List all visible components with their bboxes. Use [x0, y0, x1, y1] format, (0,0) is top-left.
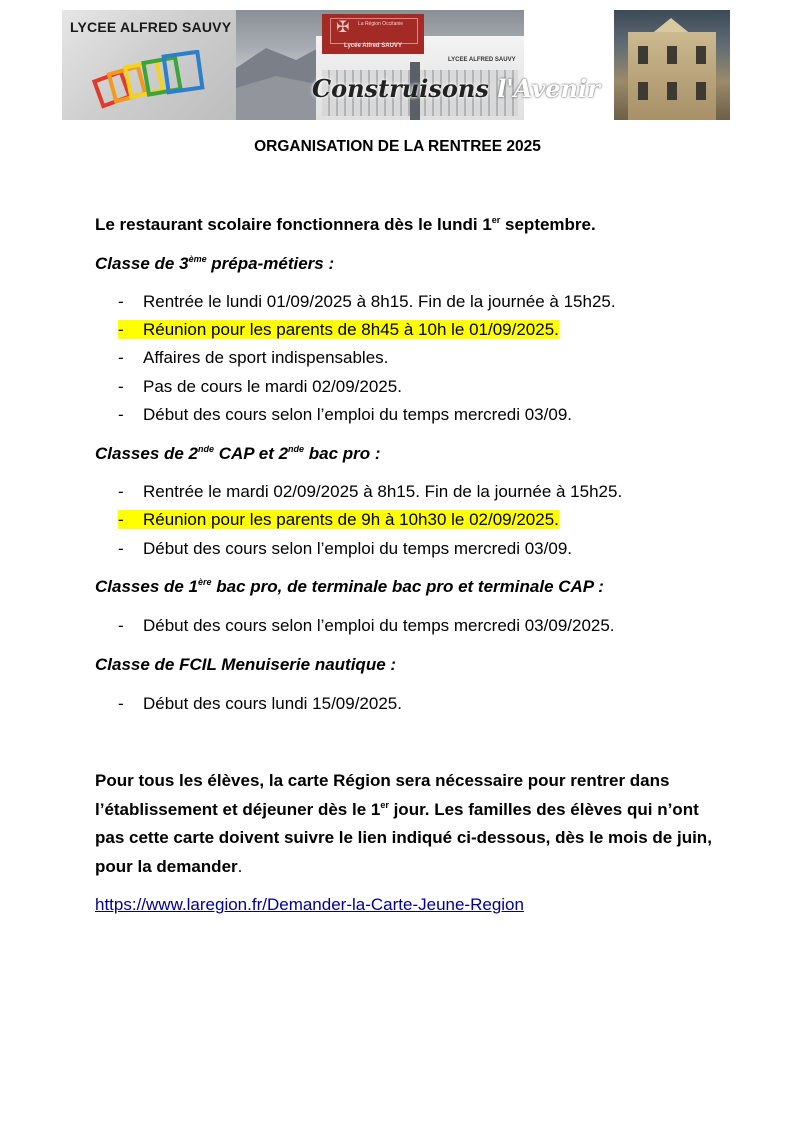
list-item — [118, 482, 622, 502]
restaurant-text-end: septembre. — [500, 215, 596, 234]
restaurant-text: Le restaurant scolaire fonctionnera dès le lundi 1 — [95, 215, 492, 234]
slogan — [312, 74, 600, 103]
section-heading-3eme — [95, 254, 334, 274]
window — [667, 82, 677, 100]
window — [696, 46, 706, 64]
bullet-dash: - — [118, 616, 124, 635]
superscript: er — [380, 799, 389, 810]
list-item — [118, 539, 572, 559]
occitanie-cross-icon: ✠ — [336, 19, 350, 36]
paragraph-period: . — [237, 856, 243, 876]
heading-text: Classes de 2 — [95, 444, 199, 463]
superscript: nde — [198, 444, 215, 454]
bullet-dash: - — [118, 482, 124, 501]
list-item — [118, 292, 616, 312]
slogan-part1: Construisons — [312, 74, 498, 103]
list-item-text: Pas de cours le mardi 02/09/2025. — [143, 377, 402, 396]
slogan-part2: l'Avenir — [497, 74, 600, 103]
bullet-dash: - — [118, 539, 124, 558]
heading-text-end: bac pro : — [304, 444, 381, 463]
list-item-text: Début des cours selon l’emploi du temps mercredi 03/09. — [143, 539, 572, 558]
bullet-dash: - — [118, 694, 124, 713]
superscript: er — [491, 215, 501, 225]
section-heading-2nde — [95, 444, 381, 464]
list-item-text: Début des cours lundi 15/09/2025. — [143, 694, 402, 713]
school-logo-icon — [90, 50, 210, 116]
section-heading-fcil: Classe de FCIL Menuiserie nautique : — [95, 655, 397, 674]
list-item-text: Réunion pour les parents de 9h à 10h30 le 02/09/2025. — [143, 510, 559, 529]
window — [638, 82, 648, 100]
heading-text-end: prépa-métiers : — [206, 254, 335, 273]
carte-jeune-region-link[interactable]: https://www.laregion.fr/Demander-la-Carte-Jeune-Region — [95, 895, 524, 914]
list-item-text: Début des cours selon l’emploi du temps mercredi 03/09/2025. — [143, 616, 615, 635]
list-item — [118, 405, 572, 425]
region-sign-caption: Lycée Alfred SAUVY — [344, 43, 402, 49]
region-sign — [322, 14, 424, 54]
section-heading-1ere — [95, 577, 604, 597]
window — [638, 46, 648, 64]
window — [696, 82, 706, 100]
list-item — [118, 348, 388, 368]
list-item-text: Début des cours selon l’emploi du temps mercredi 03/09. — [143, 405, 572, 424]
list-item-text: Réunion pour les parents de 8h45 à 10h le 01/09/2025. — [143, 320, 559, 339]
building-caption: LYCEE ALFRED SAUVY — [448, 57, 516, 63]
list-item-text: Rentrée le lundi 01/09/2025 à 8h15. Fin de la journée à 15h25. — [143, 292, 616, 311]
heading-text: Classe de 3 — [95, 254, 189, 273]
school-building-photo — [236, 10, 524, 120]
window — [667, 46, 677, 64]
header-banner — [62, 10, 730, 120]
paragraph-text: Pour tous les élèves, la carte Région sera nécessaire pour rentrer dans l’établissement et déjeuner dès le 1 — [95, 771, 670, 819]
list-item-text: Affaires de sport indispensables. — [143, 348, 389, 367]
bullet-dash: - — [118, 320, 124, 339]
superscript: nde — [288, 444, 305, 454]
bullet-dash: - — [118, 348, 124, 367]
list-item-highlighted — [118, 320, 559, 340]
restaurant-notice — [95, 215, 596, 235]
bullet-dash: - — [118, 405, 124, 424]
superscript: ère — [198, 577, 212, 587]
bullet-dash: - — [118, 510, 124, 529]
region-sign-text: La Région Occitanie — [358, 21, 404, 27]
paragraph-text-end: jour. Les familles des élèves qui n’ont pas cette carte doivent suivre le lien indiqué ci-dessous, dès le mois de juin, pour la demander — [95, 799, 712, 876]
school-logo-panel — [62, 10, 236, 120]
historic-facade — [628, 32, 716, 120]
list-item-text: Rentrée le mardi 02/09/2025 à 8h15. Fin de la journée à 15h25. — [143, 482, 623, 501]
bullet-dash: - — [118, 377, 124, 396]
superscript: ème — [188, 254, 207, 264]
bullet-dash: - — [118, 292, 124, 311]
list-item — [118, 616, 615, 636]
list-item — [118, 694, 402, 714]
heading-text: Classes de 1 — [95, 577, 199, 596]
heading-text-end: bac pro, de terminale bac pro et terminale CAP : — [211, 577, 604, 596]
page-title: ORGANISATION DE LA RENTREE 2025 — [254, 138, 541, 155]
historic-building-photo — [614, 10, 730, 120]
list-item — [118, 377, 402, 397]
school-name: LYCEE ALFRED SAUVY — [70, 19, 232, 35]
heading-text-mid: CAP et 2 — [214, 444, 289, 463]
list-item-highlighted — [118, 510, 559, 530]
carte-region-paragraph — [95, 767, 715, 881]
